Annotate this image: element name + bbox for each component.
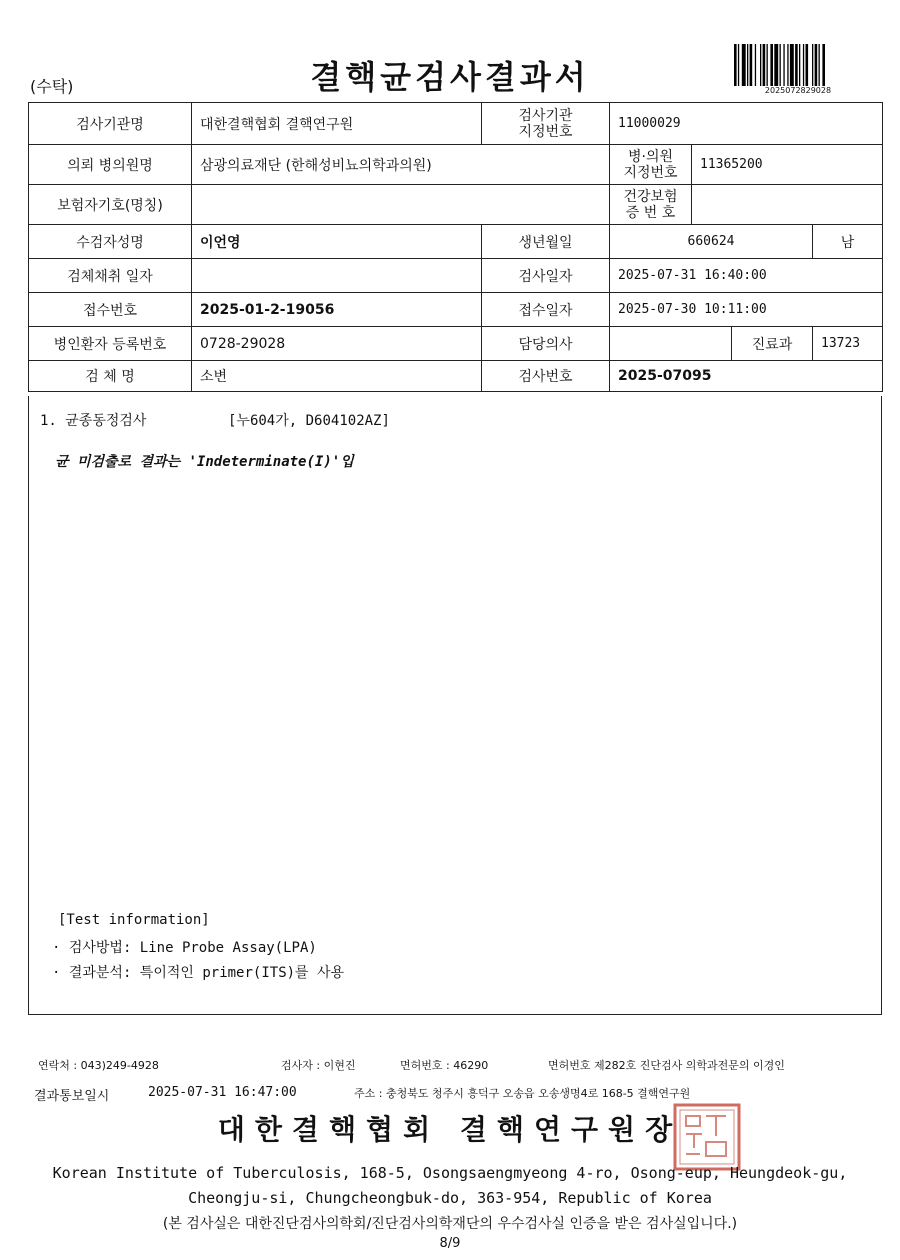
barcode-bar [738,44,739,86]
document-title: 결핵균검사결과서 [310,58,590,96]
reg-label: 병인환자 등록번호 [29,327,192,361]
barcode-bar [815,44,818,86]
recv-date-label: 접수일자 [482,293,610,327]
license-number: 면허번호 : 46290 [400,1059,489,1072]
barcode-bar [774,44,778,86]
result-text: 균 미검출로 결과는 'Indeterminate(I)'입 [55,454,354,470]
collect-value [192,259,482,293]
notify-time: 2025-07-31 16:47:00 [148,1085,297,1100]
inst-code-value: 11000029 [610,103,883,145]
barcode-bar [780,44,781,86]
patient-label: 수검자성명 [29,225,192,259]
clinic-code-value: 11365200 [692,145,883,185]
specimen-label: 검 체 명 [29,361,192,392]
barcode-bar [822,44,825,86]
health-ins-label-line2: 증 번 호 [625,204,676,221]
institution-label: 검사기관명 [29,103,192,145]
page-number: 8/9 [439,1236,461,1251]
test-no-label: 검사번호 [482,361,610,392]
clinic-code-label-line2: 지정번호 [623,164,678,181]
test-no-value: 2025-07095 [610,361,883,392]
insured-value [192,185,610,225]
test-info-method: · 검사방법: Line Probe Assay(LPA) [52,940,317,956]
doctor-value [610,327,732,361]
test-name: 1. 균종동정검사 [40,413,147,429]
barcode-bar [783,44,784,86]
accession-label: 접수번호 [29,293,192,327]
official-seal-icon [672,1102,742,1172]
clinic-code-label-line1: 병·의원 [627,148,674,165]
barcode-bar [734,44,737,86]
patient-info-table [28,102,883,392]
test-date-value: 2025-07-31 16:40:00 [610,259,883,293]
barcode-bar [795,44,798,86]
barcode [734,44,862,86]
barcode-bar [763,44,766,86]
contact-number: 연락처 : 043)249-4928 [38,1059,159,1072]
dept-label: 진료과 [732,327,813,361]
barcode-bar [760,44,761,86]
clinic-code-label [610,145,692,185]
inst-code-label-line2: 지정번호 [518,123,573,140]
institute-name: 대한결핵협회 결핵연구원장 [217,1113,683,1146]
address-en-line2: Cheongju-si, Chungcheongbuk-do, 363-954, Republic of Korea [188,1189,712,1207]
health-ins-label [610,185,692,225]
barcode-bar [770,44,773,86]
patient-value: 이언영 [192,225,482,259]
birth-value: 660624 [610,225,813,259]
notify-label: 결과통보일시 [34,1089,110,1104]
accession-value: 2025-01-2-19056 [192,293,482,327]
examiner: 검사자 : 이현진 [281,1059,356,1072]
barcode-bar [806,44,809,86]
institution-value: 대한결핵협회 결핵연구원 [192,103,482,145]
specialist: 면허번호 제282호 진단검사 의학과전문의 이경인 [548,1059,785,1072]
insured-label: 보험자기호(명칭) [29,185,192,225]
specimen-value: 소변 [192,361,482,392]
dept-value: 13723 [813,327,883,361]
reg-value: 0728-29028 [192,327,482,361]
doctor-label: 담당의사 [482,327,610,361]
barcode-bar [790,44,794,86]
barcode-bar [747,44,748,86]
inst-code-label-line1: 검사기관 [518,107,573,124]
barcode-bar [787,44,788,86]
address-ko: 주소 : 충청북도 청주시 흥덕구 오송읍 오송생명4로 168-5 결핵연구원 [354,1087,691,1100]
test-code: [누604가, D604102AZ] [228,413,390,429]
address-en-line1: Korean Institute of Tuberculosis, 168-5, Osongsaengmyeong 4-ro, Osong-eup, Heungdeok-gu, [52,1164,848,1182]
requester-value: 삼광의료재단 (한해성비뇨의학과의원) [192,145,610,185]
sex-value: 남 [813,225,883,259]
inst-code-label [482,103,610,145]
barcode-bar [812,44,813,86]
test-date-label: 검사일자 [482,259,610,293]
test-info-title: [Test information] [58,912,210,928]
barcode-bar [803,44,804,86]
barcode-bar [755,44,756,86]
certification-note: (본 검사실은 대한진단검사의학회/진단검사의학재단의 우수검사실 인증을 받은 검사실입니다.) [162,1216,738,1232]
birth-label: 생년월일 [482,225,610,259]
requester-label: 의뢰 병의원명 [29,145,192,185]
health-ins-value [692,185,883,225]
barcode-number: 2025072829028 [764,86,832,95]
health-ins-label-line1: 건강보험 [623,188,678,205]
receipt-tag: (수탁) [30,77,74,96]
test-info-analysis: · 결과분석: 특이적인 primer(ITS)를 사용 [52,965,345,981]
barcode-bar [819,44,820,86]
barcode-bar [750,44,753,86]
barcode-bar [799,44,800,86]
collect-label: 검체채취 일자 [29,259,192,293]
recv-date-value: 2025-07-30 10:11:00 [610,293,883,327]
barcode-bar [742,44,746,86]
barcode-bar [767,44,768,86]
